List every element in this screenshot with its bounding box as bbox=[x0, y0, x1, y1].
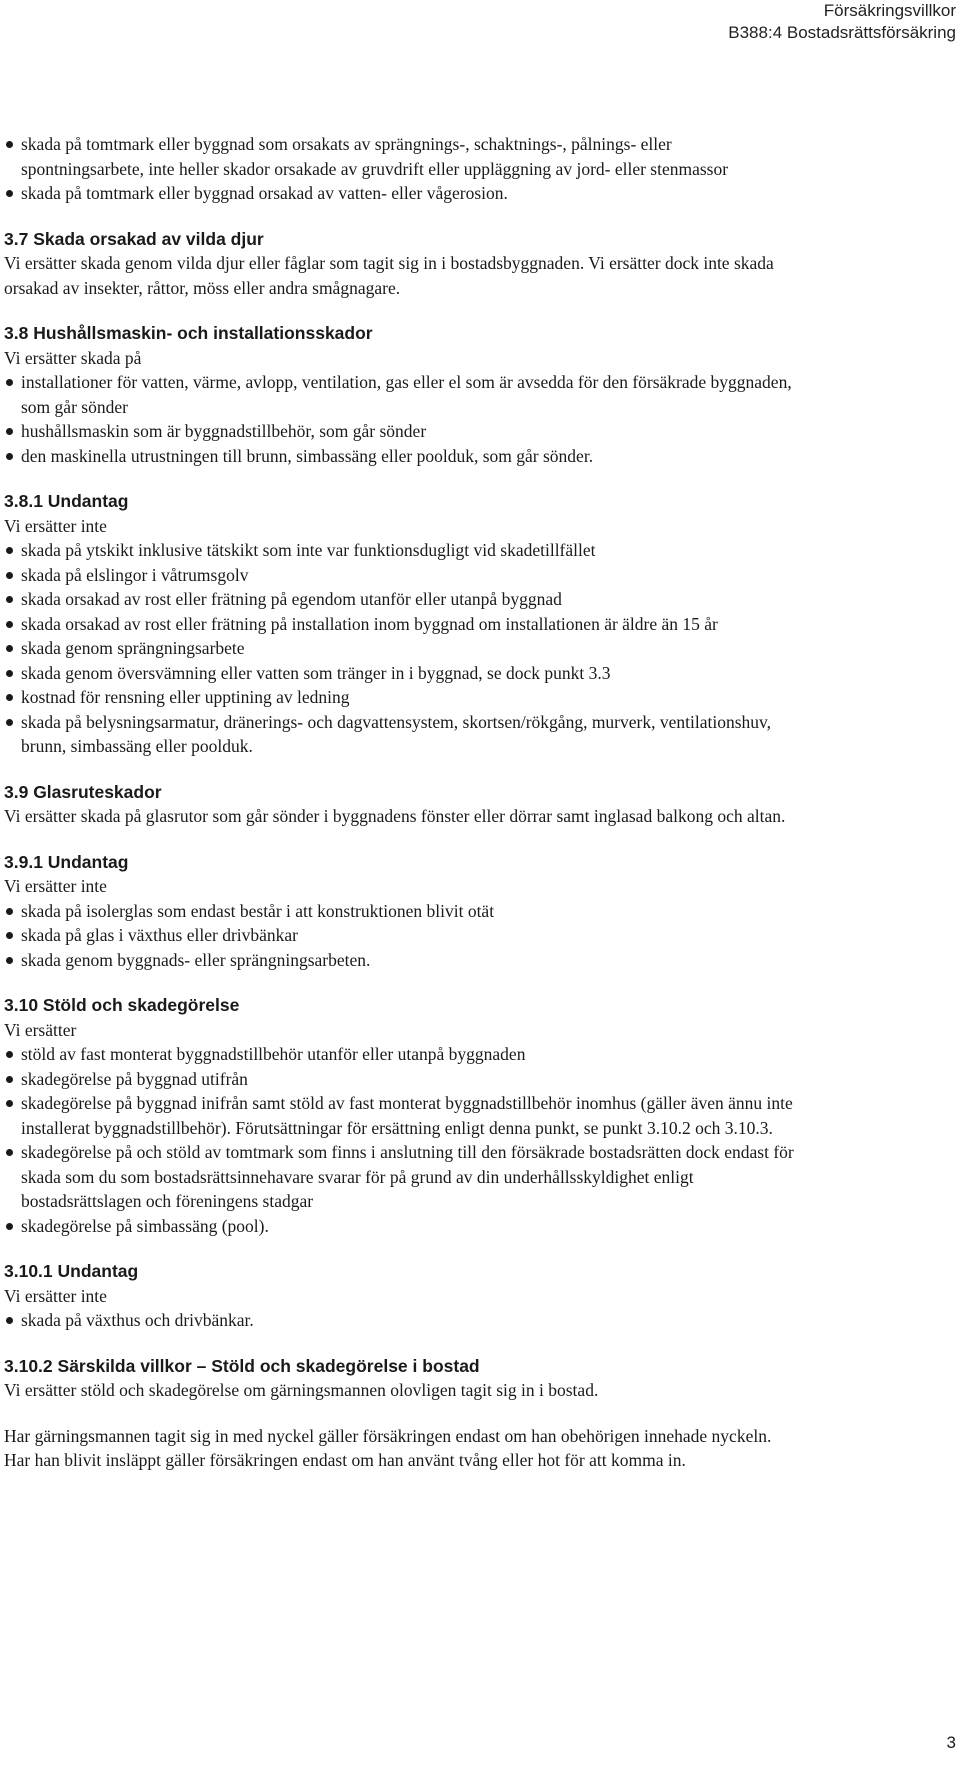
page-number: 3 bbox=[946, 1733, 956, 1752]
list-item: skada på växthus och drivbänkar. bbox=[4, 1308, 794, 1333]
list-item: skada på glas i växthus eller drivbänkar bbox=[4, 923, 794, 948]
bullet-list bbox=[4, 1042, 794, 1238]
list-item: skada på ytskikt inklusive tätskikt som inte var funktionsdugligt vid skadetillfället bbox=[4, 538, 794, 563]
section-heading: 3.9 Glasruteskador bbox=[4, 781, 162, 802]
section-3-9-1 bbox=[4, 850, 794, 973]
list-item: den maskinella utrustningen till brunn, simbassäng eller poolduk, som går sönder. bbox=[4, 444, 794, 469]
section-3-10 bbox=[4, 993, 794, 1238]
header-subtitle: B388:4 Bostadsrättsförsäkring bbox=[728, 23, 956, 42]
section-heading: 3.10 Stöld och skadegörelse bbox=[4, 995, 240, 1015]
section-intro: Vi ersätter inte bbox=[4, 1285, 107, 1306]
section-text: Vi ersätter skada på glasrutor som går sönder i byggnadens fönster eller dörrar samt inglasad balkong och altan. bbox=[4, 806, 786, 826]
list-item: skadegörelse på byggnad utifrån bbox=[4, 1067, 794, 1092]
list-item: skadegörelse på byggnad inifrån samt stöld av fast monterat byggnadstillbehör inomhus (gäller även ännu inte installerat byggnadstillbehör). Förutsättningar för ersättning enligt denna punkt, se punkt 3.10.2 och 3.10.3. bbox=[4, 1091, 794, 1140]
header-title: Försäkringsvillkor bbox=[823, 1, 956, 20]
list-item: kostnad för rensning eller upptining av ledning bbox=[4, 685, 794, 710]
list-item: stöld av fast monterat byggnadstillbehör utanför eller utanpå byggnaden bbox=[4, 1042, 794, 1067]
bullet-list bbox=[4, 538, 794, 759]
section-text: Har gärningsmannen tagit sig in med nyckel gäller försäkringen endast om han obehörigen innehade nyckeln. Har han blivit insläppt gäller försäkringen endast om han använt tvång eller hot för att komma in. bbox=[4, 1425, 772, 1470]
list-item: skada på belysningsarmatur, dränerings- och dagvattensystem, skortsen/rökgång, murverk, ventilationshuv, brunn, simbassäng eller poolduk. bbox=[4, 710, 794, 759]
section-heading: 3.10.2 Särskilda villkor – Stöld och skadegörelse i bostad bbox=[4, 1355, 480, 1376]
section-3-8-1 bbox=[4, 489, 794, 759]
section-heading: 3.8.1 Undantag bbox=[4, 491, 129, 511]
list-item: skada genom översvämning eller vatten som tränger in i byggnad, se dock punkt 3.3 bbox=[4, 661, 794, 686]
section-heading: 3.9.1 Undantag bbox=[4, 851, 129, 872]
section-intro: Vi ersätter skada på bbox=[4, 347, 142, 368]
list-item: hushållsmaskin som är byggnadstillbehör, som går sönder bbox=[4, 419, 794, 444]
list-item: skada genom byggnads- eller sprängningsarbeten. bbox=[4, 948, 794, 973]
list-item: skada genom sprängningsarbete bbox=[4, 636, 794, 661]
section-heading: 3.8 Hushållsmaskin- och installationsskador bbox=[4, 323, 373, 343]
section-text: Vi ersätter stöld och skadegörelse om gärningsmannen olovligen tagit sig in i bostad. bbox=[4, 1380, 599, 1400]
bullet-list bbox=[4, 899, 794, 973]
section-intro: Vi ersätter bbox=[4, 1019, 77, 1040]
section-3-8 bbox=[4, 321, 794, 468]
bullet-list bbox=[4, 370, 794, 468]
section-intro: Vi ersätter inte bbox=[4, 876, 107, 896]
section-heading: 3.7 Skada orsakad av vilda djur bbox=[4, 228, 264, 249]
section-3-10-1 bbox=[4, 1259, 794, 1333]
list-item: skada på isolerglas som endast består i att konstruktionen blivit otät bbox=[4, 899, 794, 924]
list-item: skadegörelse på och stöld av tomtmark som finns i anslutning till den försäkrade bostadsrätten dock endast för skada som du som bostadsrättsinnehavare svarar för på grund av din underhållsskyldighet enligt bostadsrättslagen och föreningens stadgar bbox=[4, 1140, 794, 1214]
section-3-10-2 bbox=[4, 1354, 794, 1473]
list-item: skada på elslingor i våtrumsgolv bbox=[4, 563, 794, 588]
section-3-9 bbox=[4, 780, 794, 829]
list-item: skada orsakad av rost eller frätning på egendom utanför eller utanpå byggnad bbox=[4, 587, 794, 612]
document-body bbox=[4, 132, 794, 1473]
section-intro: Vi ersätter inte bbox=[4, 515, 107, 536]
section-text: Vi ersätter skada genom vilda djur eller fåglar som tagit sig in i bostadsbyggnaden. Vi ersätter dock inte skada orsakad av insekter, råttor, möss eller andra smågnagare. bbox=[4, 253, 774, 298]
list-item: skada på tomtmark eller byggnad som orsakats av sprängnings-, schaktnings-, pålnings- eller spontningsarbete, inte heller skador orsakade av gruvdrift eller uppläggning av jord- eller stenmassor bbox=[4, 132, 794, 181]
list-item: skadegörelse på simbassäng (pool). bbox=[4, 1214, 794, 1239]
bullet-list bbox=[4, 1308, 794, 1333]
section-3-7 bbox=[4, 227, 794, 301]
list-item: skada på tomtmark eller byggnad orsakad av vatten- eller vågerosion. bbox=[4, 181, 794, 206]
section-heading: 3.10.1 Undantag bbox=[4, 1261, 139, 1281]
page-header bbox=[728, 0, 956, 44]
intro-list bbox=[4, 132, 794, 206]
list-item: skada orsakad av rost eller frätning på installation inom byggnad om installationen är äldre än 15 år bbox=[4, 612, 794, 637]
list-item: installationer för vatten, värme, avlopp, ventilation, gas eller el som är avsedda för den försäkrade byggnaden, som går sönder bbox=[4, 370, 794, 419]
